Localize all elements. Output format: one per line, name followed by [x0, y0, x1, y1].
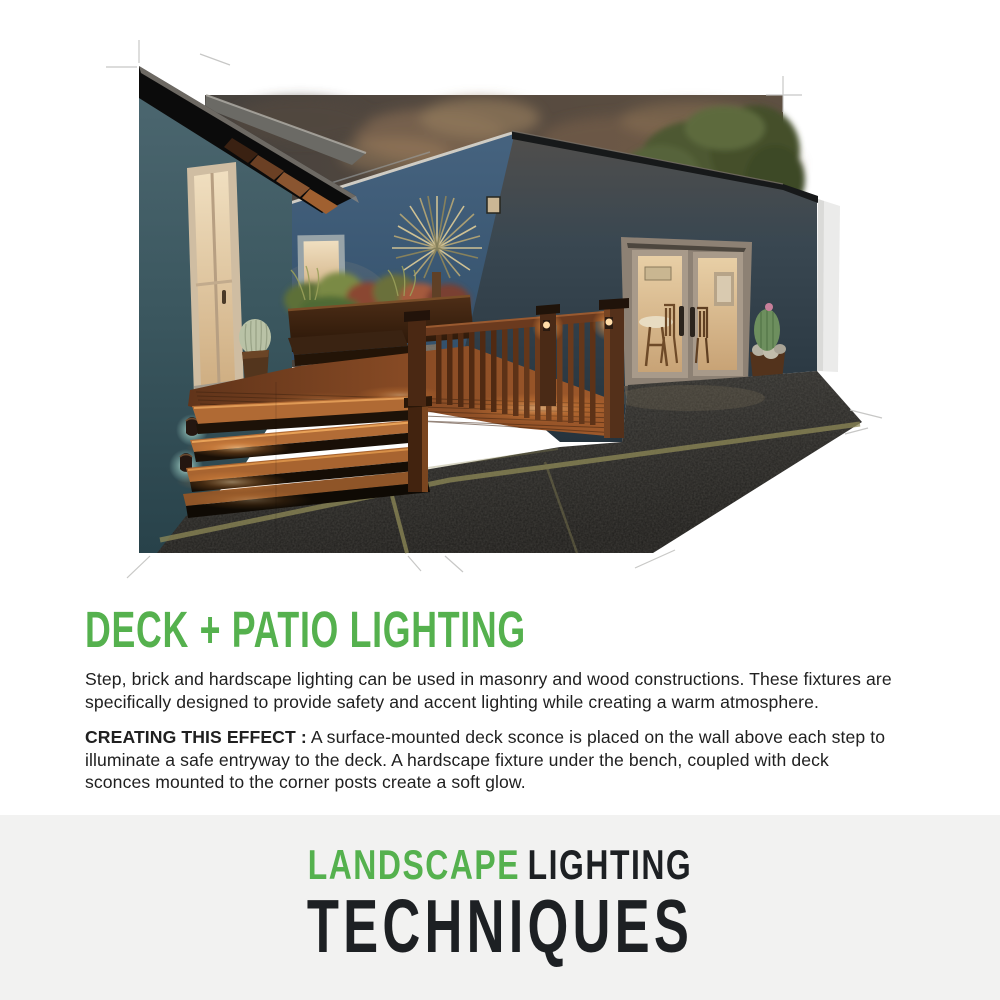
brand-word-landscape: LANDSCAPE: [307, 841, 521, 888]
article-section: [85, 601, 913, 807]
brand-footer: [0, 815, 1000, 1000]
gray-side-panel: [817, 199, 840, 372]
effect-label: CREATING THIS EFFECT :: [85, 727, 307, 748]
effect-paragraph: [85, 726, 897, 794]
brand-line-1: [120, 815, 880, 886]
section-heading: DECK + PATIO LIGHTING: [85, 601, 526, 658]
brand-line-2: TECHNIQUES: [306, 884, 694, 968]
effect-body: A surface-mounted deck sconce is placed on the wall above each step to illuminate a safe entryway to the deck. A hardscape fixture under the bench, coupled with deck sconces mounted to the corner posts create a soft glow.: [85, 727, 886, 793]
wall-vent-light: [487, 197, 500, 213]
left-lit-window: [187, 162, 246, 404]
french-doors: [621, 237, 753, 396]
intro-paragraph: Step, brick and hardscape lighting can be used in masonry and wood constructions. These fixtures are specifically designed to provide safety and accent lighting while creating a warm atmosphere.: [85, 669, 892, 712]
brand-word-lighting: LIGHTING: [527, 841, 693, 888]
